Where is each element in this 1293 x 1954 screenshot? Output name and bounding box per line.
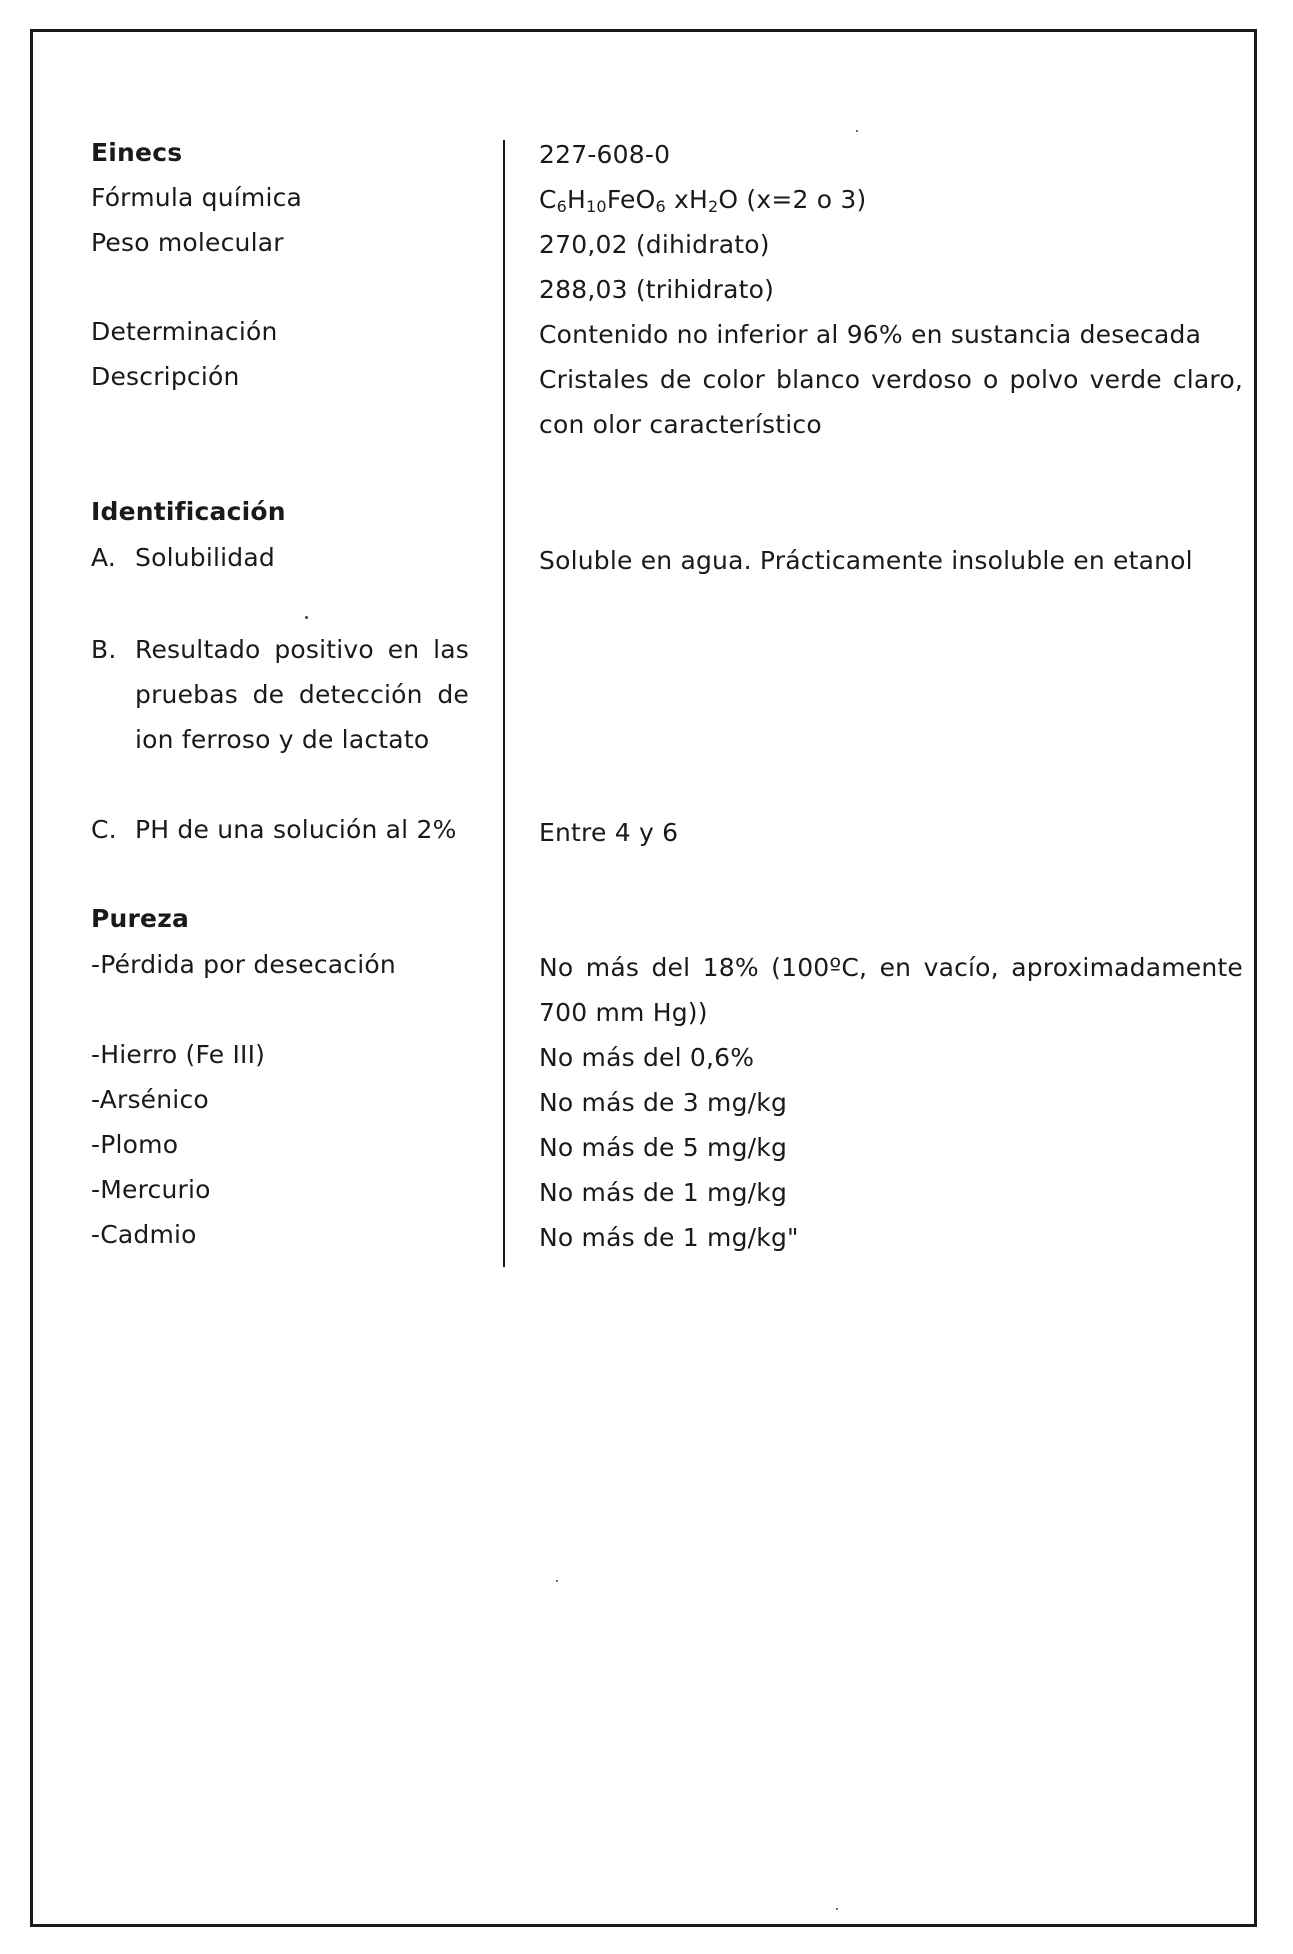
- cadmium-value: No más de 1 mg/kg": [539, 1223, 799, 1252]
- identification-b-line-2: pruebas de detección de: [135, 680, 469, 709]
- loss-on-drying-value-2: 700 mm Hg)): [539, 998, 708, 1027]
- scan-speck: [836, 1908, 838, 1910]
- iron-label: -Hierro (Fe III): [91, 1040, 266, 1069]
- formula-label: Fórmula química: [91, 183, 303, 212]
- column-divider: [503, 140, 505, 1267]
- description-line-2: con olor característico: [539, 410, 822, 439]
- identification-heading: Identificación: [91, 497, 286, 526]
- identification-a-label: A. Solubilidad: [91, 543, 275, 572]
- identification-b-line-3: ion ferroso y de lactato: [135, 725, 430, 754]
- arsenic-label: -Arsénico: [91, 1085, 209, 1114]
- assay-value: Contenido no inferior al 96% en sustancia desecada: [539, 320, 1202, 349]
- purity-heading: Pureza: [91, 904, 190, 933]
- arsenic-value: No más de 3 mg/kg: [539, 1088, 788, 1117]
- mercury-value: No más de 1 mg/kg: [539, 1178, 788, 1207]
- identification-a-value: Soluble en agua. Prácticamente insoluble en etanol: [539, 546, 1193, 575]
- einecs-value: 227-608-0: [539, 140, 671, 169]
- einecs-label: Einecs: [91, 138, 183, 167]
- scan-speck: [556, 1580, 558, 1582]
- lead-label: -Plomo: [91, 1130, 179, 1159]
- identification-c-value: Entre 4 y 6: [539, 818, 679, 847]
- description-line-1: Cristales de color blanco verdoso o polvo verde claro,: [539, 365, 1243, 394]
- molweight-value-dihydrate: 270,02 (dihidrato): [539, 230, 770, 259]
- identification-b-letter: B.: [91, 635, 117, 664]
- molweight-value-trihydrate: 288,03 (trihidrato): [539, 275, 775, 304]
- loss-on-drying-value-1: No más del 18% (100ºC, en vacío, aproximadamente: [539, 953, 1243, 982]
- identification-b-line-1: Resultado positivo en las: [135, 635, 469, 664]
- lead-value: No más de 5 mg/kg: [539, 1133, 788, 1162]
- loss-on-drying-label: -Pérdida por desecación: [91, 950, 396, 979]
- cadmium-label: -Cadmio: [91, 1220, 197, 1249]
- molweight-label: Peso molecular: [91, 228, 284, 257]
- description-label: Descripción: [91, 362, 240, 391]
- identification-c-label: C. PH de una solución al 2%: [91, 815, 457, 844]
- scan-speck: [856, 130, 858, 132]
- assay-label: Determinación: [91, 317, 278, 346]
- formula-value: $C_6H_{10}FeO_6$ $xH_2O$ (x=2 o 3): [539, 185, 867, 216]
- iron-value: No más del 0,6%: [539, 1043, 755, 1072]
- mercury-label: -Mercurio: [91, 1175, 211, 1204]
- scan-speck: [305, 616, 308, 619]
